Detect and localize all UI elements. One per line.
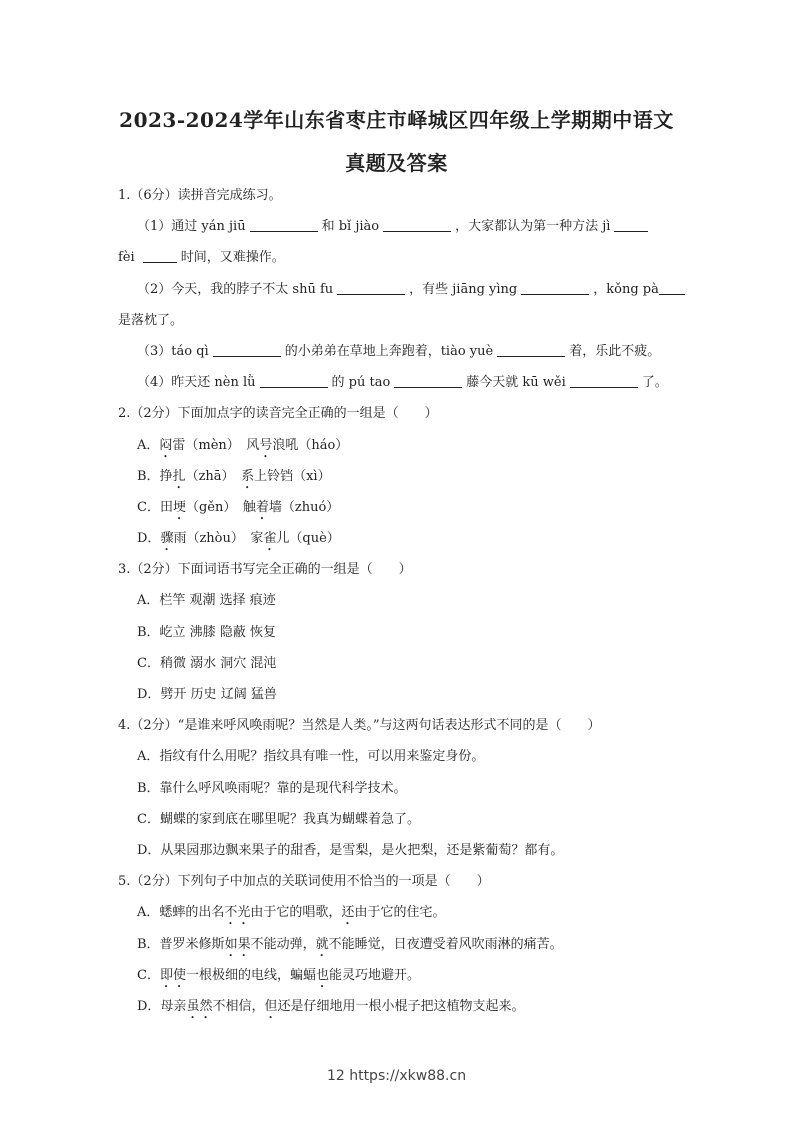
emphasized-text: 埂 xyxy=(172,499,186,515)
text-segment: B．靠什么呼风唤雨呢？靠的是现代科学技术。 xyxy=(137,780,407,796)
text-line xyxy=(118,336,688,367)
text-segment: （gěn） 触 xyxy=(185,499,256,515)
answer-blank[interactable] xyxy=(497,342,565,357)
text-segment: A．指纹有什么用呢？指纹具有唯一性，可以用来鉴定身份。 xyxy=(137,749,485,765)
answer-blank[interactable] xyxy=(394,373,462,388)
emphasized-text: 不光 xyxy=(224,905,251,921)
text-line xyxy=(118,897,688,928)
emphasized-text: 骤 xyxy=(160,531,174,547)
exam-questions xyxy=(118,180,688,1022)
text-segment: D．从果园那边飘来果子的甜香，是雪梨，是火把梨，还是紫葡萄？都有。 xyxy=(137,842,564,858)
text-segment: 的小弟弟在草地上奔跑着，tiào yuè xyxy=(284,343,494,359)
emphasized-text: 闷 xyxy=(159,437,173,453)
page-title-line2: 真题及答案 xyxy=(345,151,448,175)
text-line xyxy=(118,710,688,741)
text-segment: 雨（zhòu） 家 xyxy=(173,531,264,547)
text-segment: 2.（2分）下面加点字的读音完全正确的一组是（ ） xyxy=(118,406,438,422)
text-line xyxy=(118,741,688,772)
emphasized-text: 虽然 xyxy=(186,998,213,1014)
text-segment: 不能动弹， xyxy=(250,936,316,952)
text-segment: B．屹立 沸膝 隐蔽 恢复 xyxy=(137,624,276,640)
text-line xyxy=(118,523,688,554)
text-segment: 由于它的住宅。 xyxy=(354,905,446,921)
text-line xyxy=(118,398,688,429)
text-segment: ，大家都认为第一种方法 jì xyxy=(455,219,611,235)
text-segment: 不能睡觉，日夜遭受着风吹雨淋的痛苦。 xyxy=(328,936,563,952)
emphasized-text: 就 xyxy=(315,936,329,952)
answer-blank[interactable] xyxy=(570,373,638,388)
text-segment: 儿（què） xyxy=(276,531,340,547)
text-line xyxy=(118,274,688,305)
text-line xyxy=(118,180,688,211)
text-segment: D．母亲 xyxy=(137,998,187,1014)
text-segment: 3.（2分）下面词语书写完全正确的一组是（ ） xyxy=(118,562,412,578)
text-segment: （2）今天，我的脖子不太 shū fu xyxy=(137,281,334,297)
answer-blank[interactable] xyxy=(383,217,451,232)
text-line xyxy=(118,430,688,461)
emphasized-text: 但 xyxy=(264,998,278,1014)
text-line xyxy=(118,554,688,585)
text-segment: 雷（mèn） 风 xyxy=(172,437,260,453)
emphasized-text: 着 xyxy=(255,499,269,515)
text-segment: 是落枕了。 xyxy=(118,312,184,328)
text-segment: ，kǒng pà xyxy=(593,281,659,297)
emphasized-text: 系 xyxy=(241,468,255,484)
text-segment: C．稍微 溺水 洞穴 混沌 xyxy=(137,655,277,671)
text-line xyxy=(118,211,688,242)
text-segment: D．劈开 历史 辽阔 猛兽 xyxy=(137,687,277,702)
text-segment: 一根极细的电线，蝙蝠 xyxy=(185,967,316,983)
text-segment: 4.（2分）“是谁来呼风唤雨呢？当然是人类。”与这两句话表达形式不同的是（ ） xyxy=(118,718,601,734)
emphasized-text: 雀 xyxy=(263,531,277,547)
emphasized-text: 也 xyxy=(315,967,329,983)
answer-blank[interactable] xyxy=(260,373,328,388)
text-segment: （3）táo qì xyxy=(137,343,209,359)
text-line xyxy=(118,617,688,648)
text-segment: 能灵巧地避开。 xyxy=(329,967,421,983)
text-line xyxy=(118,461,688,492)
answer-blank[interactable] xyxy=(143,248,177,263)
answer-blank[interactable] xyxy=(337,280,405,295)
emphasized-text: 还 xyxy=(341,905,355,921)
text-segment: B．挣 xyxy=(137,468,173,484)
text-line xyxy=(118,960,688,991)
text-segment: 藤今天就 kū wěi xyxy=(466,375,566,391)
text-segment: C． xyxy=(137,967,160,983)
text-segment: 5.（2分）下列句子中加点的关联词使用不恰当的一项是（ ） xyxy=(118,874,490,890)
text-line xyxy=(118,585,688,616)
text-line xyxy=(118,804,688,835)
text-line xyxy=(118,648,688,679)
text-segment: 由于它的唱歌， xyxy=(250,905,342,921)
text-segment: （1）通过 yán jiū xyxy=(137,219,246,235)
text-segment: C．田 xyxy=(137,499,173,515)
text-segment: （zhā） xyxy=(185,468,242,484)
text-segment: 时间，又难操作。 xyxy=(180,250,285,266)
text-segment: 1.（6分）读拼音完成练习。 xyxy=(118,188,282,203)
answer-blank[interactable] xyxy=(250,217,318,232)
text-segment: 了。 xyxy=(641,375,668,391)
text-segment: A．栏竿 观潮 选择 痕迹 xyxy=(137,593,276,609)
emphasized-text: 号 xyxy=(259,437,273,453)
text-segment: 的 pú tao xyxy=(331,375,391,391)
emphasized-text: 如果 xyxy=(224,936,251,952)
text-line xyxy=(118,866,688,897)
text-line xyxy=(118,367,688,398)
text-line xyxy=(118,929,688,960)
text-segment: C．蝴蝶的家到底在哪里呢？我真为蝴蝶着急了。 xyxy=(137,811,420,827)
answer-blank[interactable] xyxy=(659,280,685,295)
text-segment: B．普罗米修斯 xyxy=(137,936,225,952)
text-line xyxy=(118,242,688,273)
text-segment: 上铃铛（xì） xyxy=(254,468,331,484)
text-line xyxy=(118,679,688,710)
answer-blank[interactable] xyxy=(614,217,648,232)
text-segment: A．蟋蟀的出名 xyxy=(137,905,225,921)
text-segment: fèi xyxy=(118,250,139,266)
text-segment: A． xyxy=(137,437,160,453)
text-segment: ，有些 jiāng yìng xyxy=(409,281,518,297)
answer-blank[interactable] xyxy=(213,342,281,357)
text-segment: 不相信， xyxy=(212,998,265,1014)
page-footer: 12 https://xkw88.cn xyxy=(326,1068,467,1084)
text-segment: （4）昨天还 nèn lǜ xyxy=(137,375,256,391)
emphasized-text: 即使 xyxy=(159,967,186,983)
text-line xyxy=(118,991,688,1022)
answer-blank[interactable] xyxy=(521,280,589,295)
text-segment: 墙（zhuó） xyxy=(268,499,340,515)
text-line xyxy=(118,773,688,804)
text-line xyxy=(118,835,688,866)
page-title-line1: 2023-2024学年山东省枣庄市峄城区四年级上学期期中语文 xyxy=(119,108,674,132)
text-line xyxy=(118,305,688,336)
text-segment: 和 bǐ jiào xyxy=(321,219,380,235)
text-segment: D． xyxy=(137,531,161,547)
emphasized-text: 扎 xyxy=(172,468,186,484)
text-segment: 还是仔细地用一根小棍子把这植物支起来。 xyxy=(277,998,525,1014)
text-segment: 着，乐此不疲。 xyxy=(569,343,661,359)
text-line xyxy=(118,492,688,523)
text-segment: 浪吼（háo） xyxy=(272,437,349,453)
